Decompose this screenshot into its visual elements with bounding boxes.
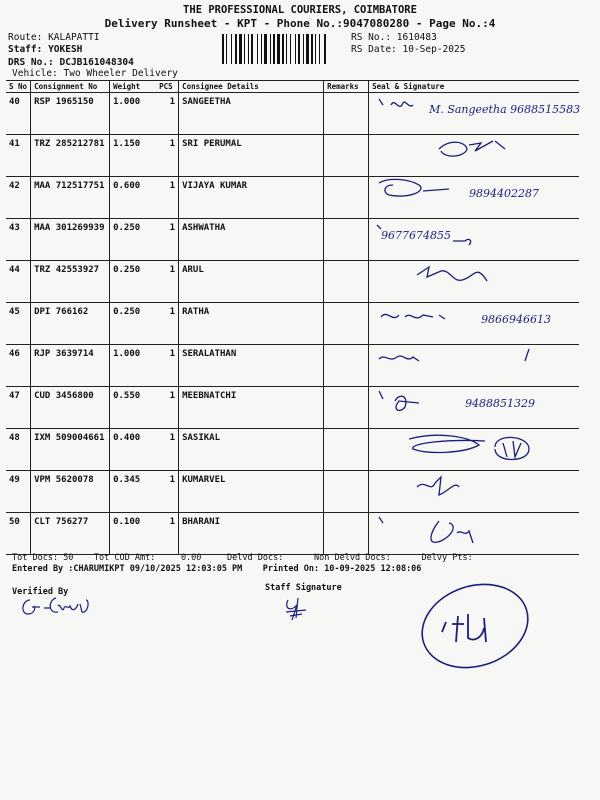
row-consignee: SASIKAL bbox=[179, 429, 324, 471]
row-consignee: ARUL bbox=[179, 261, 324, 303]
row-weight: 0.100 bbox=[110, 513, 157, 555]
row-sno: 42 bbox=[6, 177, 31, 219]
row-remarks bbox=[324, 345, 369, 387]
row-seal-signature bbox=[369, 429, 579, 471]
row-sno: 48 bbox=[6, 429, 31, 471]
handwritten-signature bbox=[369, 135, 569, 176]
handwritten-note: 9488851329 bbox=[465, 397, 536, 410]
col-consignee: Consignee Details bbox=[179, 81, 324, 93]
barcode bbox=[222, 34, 346, 64]
row-sno: 45 bbox=[6, 303, 31, 345]
tot-cod-label: Tot COD Amt: bbox=[93, 553, 156, 563]
col-weight: Weight bbox=[110, 81, 157, 93]
row-consignee: SERALATHAN bbox=[179, 345, 324, 387]
row-weight: 0.400 bbox=[110, 429, 157, 471]
table-row bbox=[6, 219, 579, 261]
table-row bbox=[6, 345, 579, 387]
row-sno: 44 bbox=[6, 261, 31, 303]
row-pcs: 1 bbox=[156, 135, 179, 177]
row-pcs: 1 bbox=[156, 303, 179, 345]
table-row bbox=[6, 177, 579, 219]
row-consignee: SRI PERUMAL bbox=[179, 135, 324, 177]
col-remarks: Remarks bbox=[324, 81, 369, 93]
vehicle-value: Two Wheeler Delivery bbox=[63, 68, 178, 79]
row-remarks bbox=[324, 135, 369, 177]
row-remarks bbox=[324, 471, 369, 513]
row-sno: 46 bbox=[6, 345, 31, 387]
row-consignee: RATHA bbox=[179, 303, 324, 345]
verified-by-label: Verified By bbox=[12, 587, 69, 597]
drs-label: DRS No.: bbox=[8, 57, 54, 68]
row-consignee: ASHWATHA bbox=[179, 219, 324, 261]
handwritten-signature bbox=[369, 513, 569, 554]
delivery-stamp bbox=[418, 578, 532, 670]
row-remarks bbox=[324, 219, 369, 261]
row-consignment: RJP 3639714 bbox=[31, 345, 110, 387]
staff-signature bbox=[282, 594, 310, 624]
handwritten-signature bbox=[369, 471, 569, 512]
delvd-docs-label: Delvd Docs: bbox=[227, 553, 284, 563]
staff-signature-label: Staff Signature bbox=[265, 583, 342, 593]
col-consignment: Consignment No bbox=[31, 81, 110, 93]
row-weight: 1.000 bbox=[110, 93, 157, 135]
table-row bbox=[6, 387, 579, 429]
row-seal-signature bbox=[369, 261, 579, 303]
row-pcs: 1 bbox=[156, 177, 179, 219]
col-pcs: PCS bbox=[156, 81, 179, 93]
drs-line bbox=[8, 57, 134, 68]
row-sno: 49 bbox=[6, 471, 31, 513]
handwritten-note: M. Sangeetha 9688515583 bbox=[429, 103, 581, 116]
row-pcs: 1 bbox=[156, 471, 179, 513]
delvy-pts-label: Delvy Pts: bbox=[421, 553, 473, 563]
table-row bbox=[6, 429, 579, 471]
route-value: KALAPATTI bbox=[48, 32, 100, 43]
row-weight: 0.345 bbox=[110, 471, 157, 513]
row-seal-signature bbox=[369, 303, 579, 345]
row-sno: 50 bbox=[6, 513, 31, 555]
rs-no-value: 1610483 bbox=[396, 32, 437, 43]
row-seal-signature bbox=[369, 471, 579, 513]
row-weight: 0.600 bbox=[110, 177, 157, 219]
row-consignment: MAA 712517751 bbox=[31, 177, 110, 219]
handwritten-signature bbox=[369, 429, 569, 470]
row-sno: 40 bbox=[6, 93, 31, 135]
handwritten-note: 9894402287 bbox=[469, 187, 540, 200]
row-remarks bbox=[324, 387, 369, 429]
vehicle-label: Vehicle: bbox=[12, 68, 58, 79]
tot-docs-label: Tot Docs: bbox=[12, 553, 59, 563]
entered-by: Entered By :CHARUMIKPT 09/10/2025 12:03:05 PM bbox=[12, 564, 243, 574]
non-delvd-docs-label: Non Delvd Docs: bbox=[314, 553, 391, 563]
row-consignee: BHARANI bbox=[179, 513, 324, 555]
staff-line bbox=[8, 44, 82, 55]
row-consignee: VIJAYA KUMAR bbox=[179, 177, 324, 219]
row-seal-signature bbox=[369, 387, 579, 429]
company-title: THE PROFESSIONAL COURIERS, COIMBATORE bbox=[183, 4, 417, 16]
row-weight: 0.250 bbox=[110, 219, 157, 261]
row-consignment: MAA 301269939 bbox=[31, 219, 110, 261]
rs-date-label: RS Date: bbox=[351, 44, 397, 55]
table-row bbox=[6, 471, 579, 513]
row-consignment: CLT 756277 bbox=[31, 513, 110, 555]
row-seal-signature bbox=[369, 345, 579, 387]
table-row bbox=[6, 93, 579, 135]
runsheet-subtitle: Delivery Runsheet - KPT - Phone No.:9047080280 - Page No.:4 bbox=[104, 17, 496, 30]
row-remarks bbox=[324, 177, 369, 219]
row-sno: 43 bbox=[6, 219, 31, 261]
row-seal-signature bbox=[369, 177, 579, 219]
row-pcs: 1 bbox=[156, 219, 179, 261]
entered-by-line bbox=[12, 564, 421, 574]
table-row bbox=[6, 303, 579, 345]
row-weight: 1.150 bbox=[110, 135, 157, 177]
row-seal-signature bbox=[369, 513, 579, 555]
rs-no-label: RS No.: bbox=[351, 32, 392, 43]
col-seal-signature: Seal & Signature bbox=[369, 81, 579, 93]
row-pcs: 1 bbox=[156, 93, 179, 135]
col-sno: S No bbox=[6, 81, 31, 93]
table-row bbox=[6, 513, 579, 555]
row-consignment: TRZ 285212781 bbox=[31, 135, 110, 177]
row-sno: 41 bbox=[6, 135, 31, 177]
staff-label: Staff: bbox=[8, 44, 43, 55]
row-remarks bbox=[324, 303, 369, 345]
row-consignment: RSP 1965150 bbox=[31, 93, 110, 135]
row-seal-signature bbox=[369, 93, 579, 135]
route-label: Route: bbox=[8, 32, 43, 43]
row-pcs: 1 bbox=[156, 345, 179, 387]
printed-on: Printed On: 10-09-2025 12:08:06 bbox=[262, 564, 422, 574]
handwritten-signature bbox=[369, 345, 569, 386]
row-consignee: SANGEETHA bbox=[179, 93, 324, 135]
row-consignment: CUD 3456800 bbox=[31, 387, 110, 429]
row-weight: 0.550 bbox=[110, 387, 157, 429]
tot-cod-value: 0.00 bbox=[180, 553, 202, 563]
tot-docs-value: 50 bbox=[63, 553, 74, 563]
runsheet-table bbox=[6, 80, 579, 555]
row-seal-signature bbox=[369, 219, 579, 261]
row-weight: 0.250 bbox=[110, 261, 157, 303]
row-pcs: 1 bbox=[156, 513, 179, 555]
row-pcs: 1 bbox=[156, 429, 179, 471]
table-header-row bbox=[6, 81, 579, 93]
row-consignee: KUMARVEL bbox=[179, 471, 324, 513]
row-remarks bbox=[324, 513, 369, 555]
row-seal-signature bbox=[369, 135, 579, 177]
row-remarks bbox=[324, 429, 369, 471]
vehicle-line bbox=[12, 68, 178, 79]
row-consignee: MEEBNATCHI bbox=[179, 387, 324, 429]
row-remarks bbox=[324, 261, 369, 303]
row-remarks bbox=[324, 93, 369, 135]
handwritten-signature bbox=[369, 261, 569, 302]
totals-line bbox=[12, 553, 473, 563]
row-weight: 0.250 bbox=[110, 303, 157, 345]
rs-no-line bbox=[351, 32, 437, 43]
row-consignment: DPI 766162 bbox=[31, 303, 110, 345]
row-pcs: 1 bbox=[156, 261, 179, 303]
row-consignment: VPM 5620078 bbox=[31, 471, 110, 513]
route-line bbox=[8, 32, 100, 43]
drs-value: DCJB161048304 bbox=[59, 57, 134, 68]
table-row bbox=[6, 261, 579, 303]
staff-value: YOKESH bbox=[48, 44, 83, 55]
table-row bbox=[6, 135, 579, 177]
row-sno: 47 bbox=[6, 387, 31, 429]
row-weight: 1.000 bbox=[110, 345, 157, 387]
row-pcs: 1 bbox=[156, 387, 179, 429]
verified-by-signature bbox=[18, 592, 98, 622]
rs-date-value: 10-Sep-2025 bbox=[402, 44, 466, 55]
handwritten-note: 9866946613 bbox=[481, 313, 552, 326]
row-consignment: IXM 509004661 bbox=[31, 429, 110, 471]
rs-date-line bbox=[351, 44, 465, 55]
handwritten-note: 9677674855 bbox=[381, 229, 452, 242]
row-consignment: TRZ 42553927 bbox=[31, 261, 110, 303]
